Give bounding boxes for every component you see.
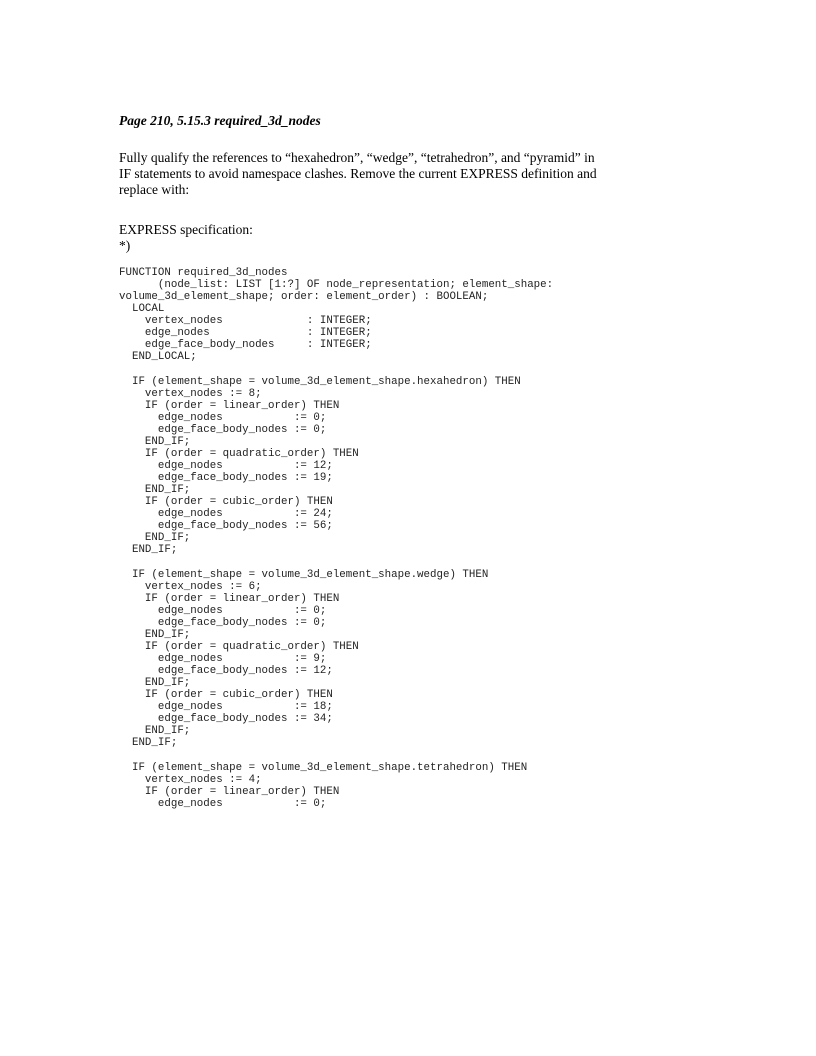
code-line xyxy=(119,557,553,569)
code-line: edge_face_body_nodes := 0; xyxy=(119,423,327,436)
intro-line: replace with: xyxy=(119,182,190,197)
code-line: edge_face_body_nodes := 56; xyxy=(119,520,333,533)
intro-line: Fully qualify the references to “hexahedron”, “wedge”, “tetrahedron”, and “pyramid” in xyxy=(119,150,595,165)
code-line: END_LOCAL; xyxy=(119,351,197,364)
code-line: edge_nodes := 18; xyxy=(119,701,333,714)
code-line: IF (element_shape = volume_3d_element_shape.tetrahedron) THEN xyxy=(119,761,528,774)
code-line: edge_nodes := 12; xyxy=(119,460,333,472)
code-line: edge_nodes := 9; xyxy=(119,653,327,665)
code-line xyxy=(119,364,553,376)
code-line: edge_nodes := 0; xyxy=(119,411,327,424)
code-line: edge_face_body_nodes : INTEGER; xyxy=(119,339,372,352)
code-line xyxy=(119,750,553,762)
code-line: vertex_nodes : INTEGER; xyxy=(119,315,372,328)
code-line: END_IF; xyxy=(119,737,178,750)
code-line: FUNCTION required_3d_nodes xyxy=(119,267,288,279)
code-line: edge_face_body_nodes := 0; xyxy=(119,616,327,629)
code-line: IF (order = linear_order) THEN xyxy=(119,592,340,605)
comment-close-marker: *) xyxy=(119,238,131,253)
code-line: LOCAL xyxy=(119,303,165,316)
code-line: vertex_nodes := 4; xyxy=(119,773,262,786)
code-line: IF (element_shape = volume_3d_element_shape.wedge) THEN xyxy=(119,568,489,581)
code-line: volume_3d_element_shape; order: element_order) : BOOLEAN; xyxy=(119,291,489,304)
code-line: END_IF; xyxy=(119,544,178,557)
code-line: END_IF; xyxy=(119,677,191,690)
code-line: IF (order = cubic_order) THEN xyxy=(119,496,333,509)
code-line: edge_face_body_nodes := 19; xyxy=(119,472,333,485)
express-code-block xyxy=(119,267,553,810)
code-line: IF (element_shape = volume_3d_element_shape.hexahedron) THEN xyxy=(119,375,521,388)
code-line: vertex_nodes := 6; xyxy=(119,580,262,593)
code-line: edge_face_body_nodes := 34; xyxy=(119,713,333,726)
code-line: edge_nodes := 0; xyxy=(119,604,327,617)
code-line: edge_face_body_nodes := 12; xyxy=(119,665,333,678)
code-line: edge_nodes := 0; xyxy=(119,797,327,810)
code-line: edge_nodes : INTEGER; xyxy=(119,327,372,340)
document-page xyxy=(119,0,719,1056)
code-line: END_IF; xyxy=(119,628,191,641)
intro-line: IF statements to avoid namespace clashes. Remove the current EXPRESS definition and xyxy=(119,166,597,181)
express-spec-label: EXPRESS specification: xyxy=(119,222,253,237)
section-heading: Page 210, 5.15.3 required_3d_nodes xyxy=(119,113,321,128)
code-line: IF (order = quadratic_order) THEN xyxy=(119,447,359,460)
code-line: IF (order = quadratic_order) THEN xyxy=(119,640,359,653)
code-line: edge_nodes := 24; xyxy=(119,508,333,521)
code-line: (node_list: LIST [1:?] OF node_representation; element_shape: xyxy=(119,279,554,292)
code-line: END_IF; xyxy=(119,484,191,497)
code-line: END_IF; xyxy=(119,435,191,448)
code-line: END_IF; xyxy=(119,532,191,545)
code-line: END_IF; xyxy=(119,725,191,738)
intro-paragraph xyxy=(119,150,699,198)
code-line: IF (order = linear_order) THEN xyxy=(119,399,340,412)
code-line: IF (order = cubic_order) THEN xyxy=(119,689,333,702)
code-line: vertex_nodes := 8; xyxy=(119,387,262,400)
code-line: IF (order = linear_order) THEN xyxy=(119,785,340,798)
